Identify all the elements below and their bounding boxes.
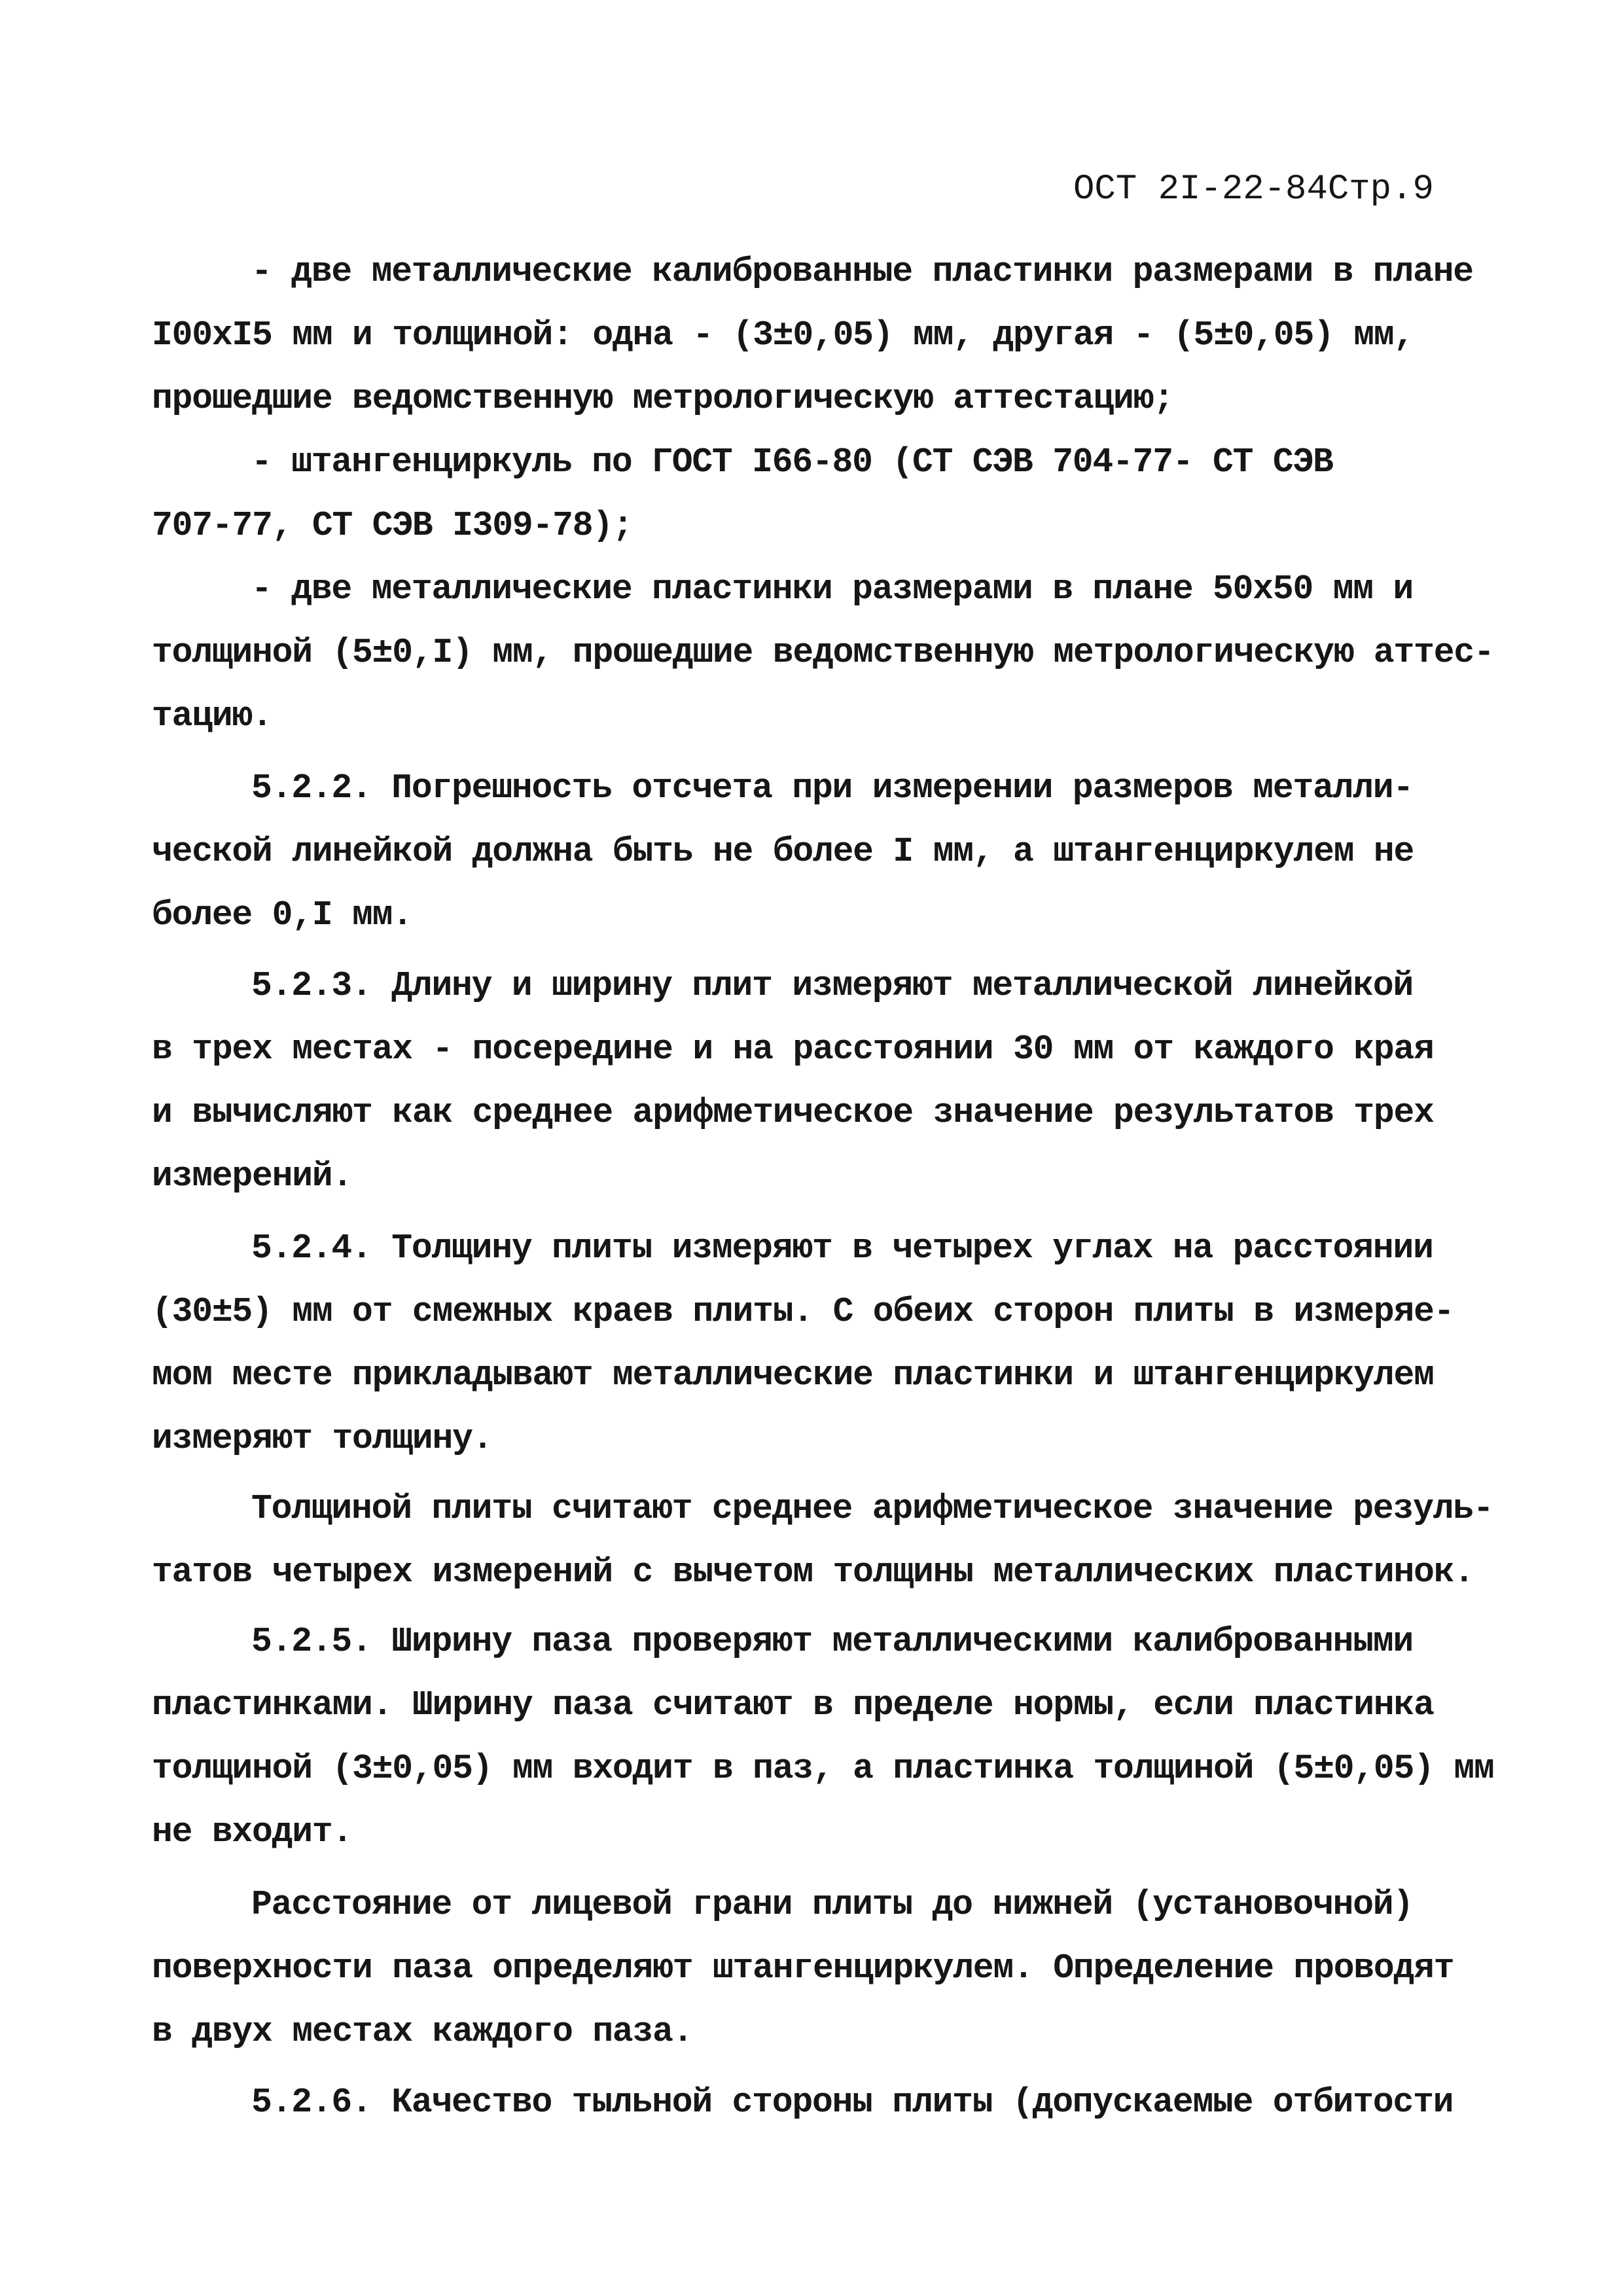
text-line: 5.2.4. Толщину плиты измеряют в четырех углах на расстоянии bbox=[251, 1229, 1433, 1268]
text-line: ческой линейкой должна быть не более I мм, а штангенциркулем не bbox=[152, 832, 1414, 871]
text-line: 5.2.3. Длину и ширину плит измеряют металлической линейкой bbox=[251, 966, 1414, 1005]
page-header: ОСТ 2I-22-84Стр.9 bbox=[1073, 170, 1434, 209]
text-line: измеряют толщину. bbox=[152, 1419, 493, 1458]
text-line: мом месте прикладывают металлические пластинки и штангенциркулем bbox=[152, 1355, 1434, 1395]
text-line: Расстояние от лицевой грани плиты до нижней (установочной) bbox=[251, 1885, 1414, 1924]
text-line: татов четырех измерений с вычетом толщины металлических пластинок. bbox=[152, 1552, 1474, 1592]
text-line: и вычисляют как среднее арифметическое значение результатов трех bbox=[152, 1093, 1434, 1132]
text-line: (30±5) мм от смежных краев плиты. С обеих сторон плиты в измеряе- bbox=[152, 1292, 1454, 1331]
text-line: толщиной (3±0,05) мм входит в паз, а пластинка толщиной (5±0,05) мм bbox=[152, 1749, 1494, 1788]
text-line: более 0,I мм. bbox=[152, 895, 412, 935]
text-line: поверхности паза определяют штангенциркулем. Определение проводят bbox=[152, 1948, 1454, 1988]
text-line: в трех местах - посередине и на расстоянии 30 мм от каждого края bbox=[152, 1030, 1434, 1069]
text-line: 5.2.2. Погрешность отсчета при измерении размеров металли- bbox=[251, 768, 1414, 808]
text-line: 707-77, СТ СЭВ I309-78); bbox=[152, 506, 633, 545]
text-line: - две металлические калиброванные пластинки размерами в плане bbox=[251, 252, 1473, 291]
text-line: пластинками. Ширину паза считают в пределе нормы, если пластинка bbox=[152, 1685, 1434, 1725]
text-line: - штангенциркуль по ГОСТ I66-80 (СТ СЭВ 704-77- СТ СЭВ bbox=[251, 442, 1333, 482]
text-line: в двух местах каждого паза. bbox=[152, 2012, 693, 2051]
text-line: Толщиной плиты считают среднее арифметическое значение резуль- bbox=[251, 1489, 1493, 1528]
text-line: измерений. bbox=[152, 1157, 353, 1196]
text-line: не входит. bbox=[152, 1812, 353, 1852]
text-line: 5.2.5. Ширину паза проверяют металлическими калиброванными bbox=[251, 1622, 1414, 1661]
text-line: тацию. bbox=[152, 696, 272, 736]
text-line: толщиной (5±0,I) мм, прошедшие ведомственную метрологическую аттес- bbox=[152, 633, 1494, 672]
text-line: I00xI5 мм и толщиной: одна - (3±0,05) мм, другая - (5±0,05) мм, bbox=[152, 315, 1414, 355]
text-line: 5.2.6. Качество тыльной стороны плиты (допускаемые отбитости bbox=[251, 2083, 1454, 2122]
text-line: - две металлические пластинки размерами в плане 50x50 мм и bbox=[251, 569, 1414, 609]
text-line: прошедшие ведомственную метрологическую аттестацию; bbox=[152, 379, 1173, 418]
